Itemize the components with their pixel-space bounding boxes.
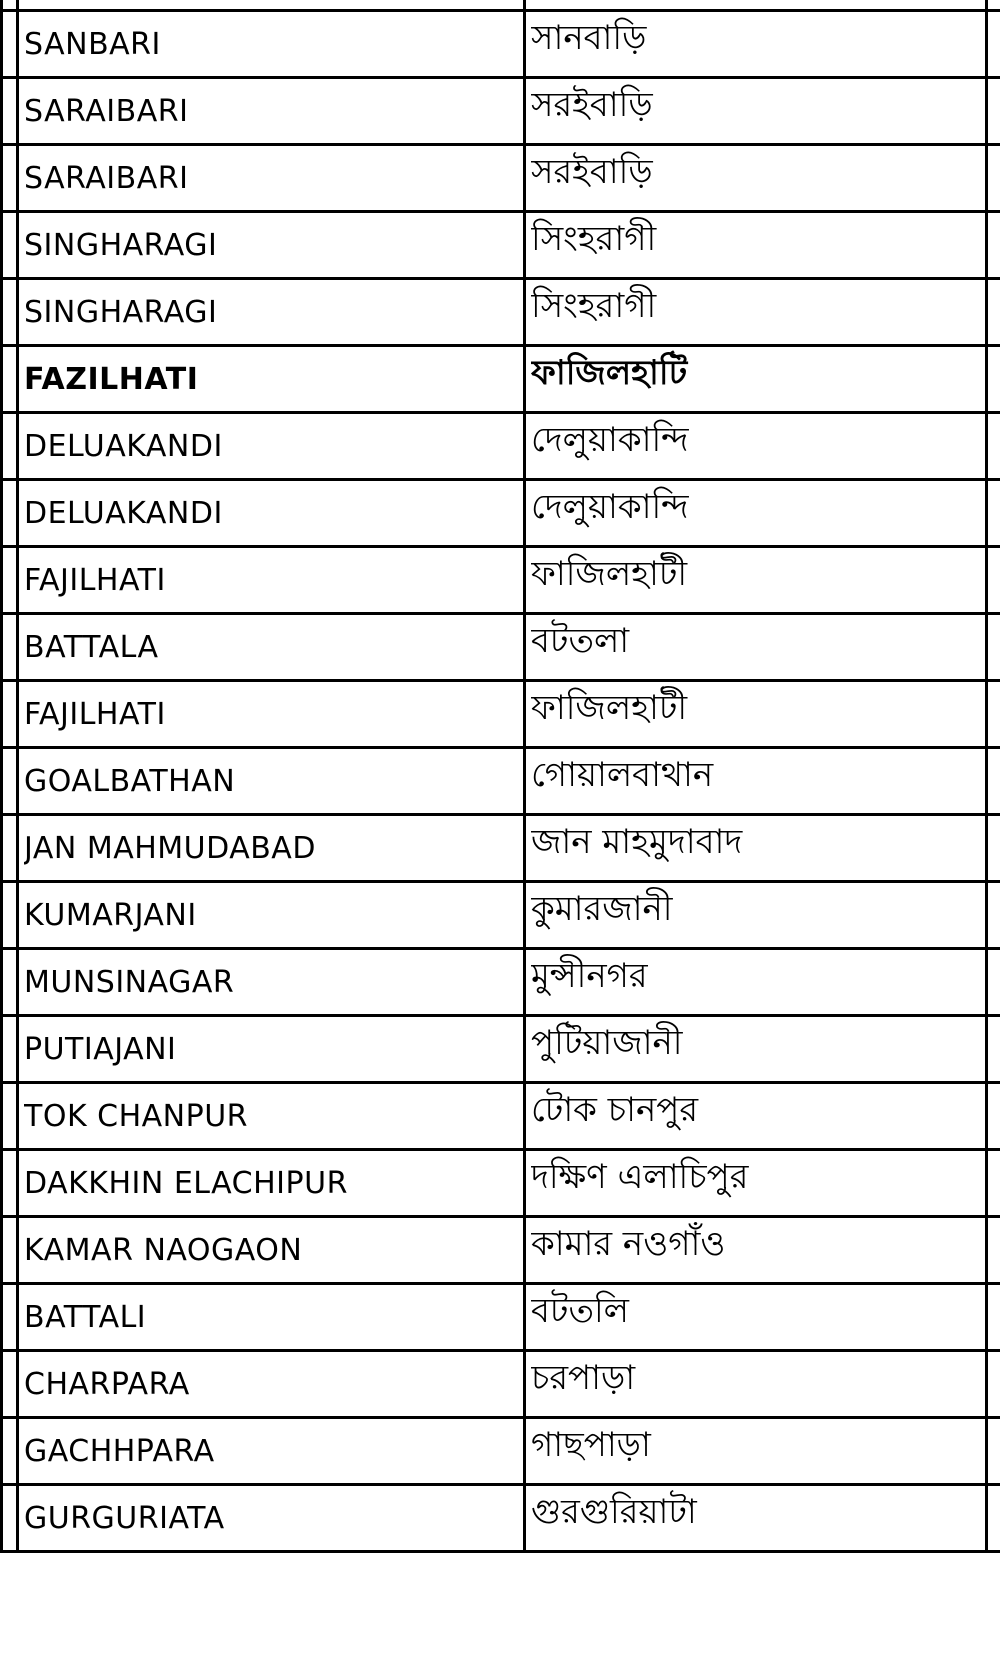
english-name-cell: SARAIBARI (24, 160, 189, 196)
table-row (0, 749, 1000, 816)
english-name-cell: DELUAKANDI (24, 428, 223, 464)
table-row (0, 414, 1000, 481)
table-row (0, 79, 1000, 146)
table-row (0, 816, 1000, 883)
table-row (0, 1285, 1000, 1352)
table-row (0, 347, 1000, 414)
table-row (0, 1151, 1000, 1218)
table-row (0, 1486, 1000, 1553)
table-row (0, 883, 1000, 950)
english-name-cell: SINGHARAGI (24, 227, 218, 263)
table-row (0, 615, 1000, 682)
english-name-cell: PUTIAJANI (24, 1031, 177, 1067)
table-row (0, 1084, 1000, 1151)
english-name-cell: SARAIBARI (24, 93, 189, 129)
table-row (0, 213, 1000, 280)
english-name-cell: CHARPARA (24, 1366, 190, 1402)
bangla-name-cell: কুমারজানী (531, 888, 673, 929)
bangla-name-cell: দেলুয়াকান্দি (531, 486, 689, 527)
bangla-name-cell: গোয়ালবাথান (531, 754, 714, 795)
bangla-name-cell: সিংহরাগী (531, 285, 657, 326)
bangla-name-cell: সরইবাড়ি (531, 84, 653, 125)
table-row (0, 1218, 1000, 1285)
english-name-cell: FAJILHATI (24, 562, 166, 598)
bangla-name-cell: কামার নওগাঁও (531, 1223, 726, 1264)
table-row (0, 12, 1000, 79)
table-row (0, 682, 1000, 749)
bangla-name-cell: সরইবাড়ি (531, 151, 653, 192)
table-row (0, 950, 1000, 1017)
table-row (0, 548, 1000, 615)
english-name-cell: MUNSINAGAR (24, 964, 235, 1000)
table-row (0, 1017, 1000, 1084)
english-name-cell: FAZILHATI (24, 361, 199, 397)
english-name-cell: DELUAKANDI (24, 495, 223, 531)
table-row (0, 146, 1000, 213)
english-name-cell: JAN MAHMUDABAD (24, 830, 316, 866)
bangla-name-cell: মুন্সীনগর (531, 955, 648, 996)
english-name-cell: GACHHPARA (24, 1433, 215, 1469)
english-name-cell: SANBARI (24, 26, 161, 62)
english-name-cell: BATTALI (24, 1299, 147, 1335)
english-name-cell: KAMAR NAOGAON (24, 1232, 303, 1268)
table-row (0, 1352, 1000, 1419)
english-name-cell: BATTALA (24, 629, 159, 665)
bangla-name-cell: গাছপাড়া (531, 1424, 651, 1465)
table-row (0, 481, 1000, 548)
bangla-name-cell: দক্ষিণ এলাচিপুর (531, 1156, 749, 1197)
english-name-cell: TOK CHANPUR (24, 1098, 249, 1134)
bangla-name-cell: জান মাহমুদাবাদ (531, 821, 743, 862)
english-name-cell: GOALBATHAN (24, 763, 236, 799)
bangla-name-cell: সিংহরাগী (531, 218, 657, 259)
table-row-partial (0, 0, 1000, 12)
bangla-name-cell: টোক চানপুর (531, 1089, 699, 1130)
bangla-name-cell: দেলুয়াকান্দি (531, 419, 689, 460)
english-name-cell: FAJILHATI (24, 696, 166, 732)
table-row (0, 280, 1000, 347)
bangla-name-cell: চরপাড়া (531, 1357, 636, 1398)
english-name-cell: DAKKHIN ELACHIPUR (24, 1165, 348, 1201)
bangla-name-cell: ফাজিলহাটী (531, 553, 688, 594)
bangla-name-cell: গুরগুরিয়াটা (531, 1491, 697, 1532)
english-name-cell: GURGURIATA (24, 1500, 225, 1536)
bangla-name-cell: বটতলি (531, 1290, 630, 1331)
table-row (0, 1419, 1000, 1486)
bangla-name-cell: সানবাড়ি (531, 17, 647, 58)
bangla-name-cell: ফাজিলহাটি (531, 352, 688, 393)
bangla-name-cell: বটতলা (531, 620, 630, 661)
english-name-cell: KUMARJANI (24, 897, 197, 933)
bangla-name-cell: ফাজিলহাটী (531, 687, 688, 728)
bangla-name-cell: পুটিয়াজানী (531, 1022, 683, 1063)
english-name-cell: SINGHARAGI (24, 294, 218, 330)
